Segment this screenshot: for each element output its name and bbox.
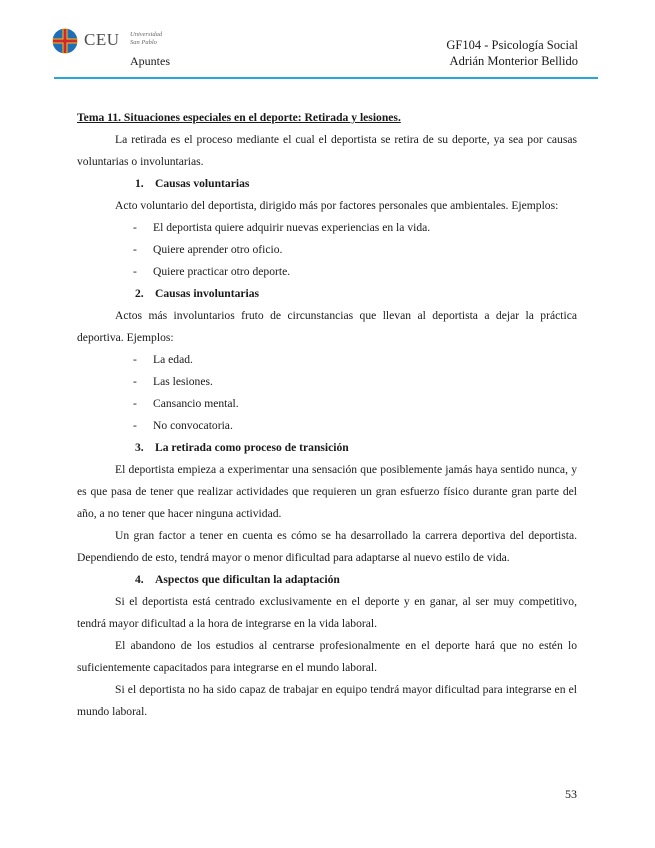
section-4-paragraph-3: Si el deportista no ha sido capaz de trabajar en equipo tendrá mayor dificultad para integrarse en el mundo laboral. <box>77 683 577 718</box>
logo-subtitle-line-1: Universidad <box>130 31 163 38</box>
ceu-logo-icon <box>52 28 78 54</box>
list-item-text: Cansancio mental. <box>153 397 239 410</box>
logo-text: CEU <box>84 30 120 49</box>
list-dash: - <box>133 243 137 256</box>
page-title: Tema 11. Situaciones especiales en el deporte: Retirada y lesiones. <box>77 111 401 124</box>
list-item-text: Las lesiones. <box>153 375 213 388</box>
list-item <box>77 371 577 393</box>
list-item <box>77 349 577 371</box>
list-item-text: La edad. <box>153 353 193 366</box>
section-3-paragraph-2: Un gran factor a tener en cuenta es cómo se ha desarrollado la carrera deportiva del deportista. Dependiendo de esto, tendrá mayor o menor dificultad para adaptarse al nuevo estilo de vida. <box>77 529 577 564</box>
section-heading-text: Causas involuntarias <box>155 287 260 300</box>
list-dash: - <box>133 353 137 366</box>
section-number: 4. <box>135 573 144 586</box>
section-number: 1. <box>135 177 144 190</box>
list-item <box>77 393 577 415</box>
section-4-paragraph-1: Si el deportista está centrado exclusivamente en el deporte y en ganar, al ser muy competitivo, tendrá mayor dificultad a la hora de integrarse en la vida laboral. <box>77 595 577 630</box>
section-2-paragraph: Actos más involuntarios fruto de circunstancias que llevan al deportista a dejar la práctica deportiva. Ejemplos: <box>77 309 577 344</box>
header-course: GF104 - Psicología Social <box>446 38 578 52</box>
list-item-text: Quiere practicar otro deporte. <box>153 265 291 278</box>
section-number: 3. <box>135 441 144 454</box>
section-heading-4 <box>77 569 577 591</box>
section-heading-text: Causas voluntarias <box>155 177 250 190</box>
list-dash: - <box>133 221 137 234</box>
section-heading-text: Aspectos que dificultan la adaptación <box>155 573 340 586</box>
section-number: 2. <box>135 287 144 300</box>
list-dash: - <box>133 265 137 278</box>
list-item <box>77 239 577 261</box>
section-heading-text: La retirada como proceso de transición <box>155 441 349 454</box>
section-3-paragraph-1: El deportista empieza a experimentar una sensación que posiblemente jamás haya sentido nunca, y es que pasa de tener que realizar actividades que requieren un gran esfuerzo físico durante gran parte del año, a no tener que hacer ninguna actividad. <box>77 463 577 520</box>
header-author: Adrián Monterior Bellido <box>449 54 578 68</box>
section-heading-1 <box>77 173 577 195</box>
section-heading-3 <box>77 437 577 459</box>
list-item <box>77 261 577 283</box>
section-4-paragraph-2: El abandono de los estudios al centrarse profesionalmente en el deporte hará que no estén lo suficientemente capacitados para integrarse en el mundo laboral. <box>77 639 577 674</box>
header-section: Apuntes <box>130 54 170 68</box>
list-item-text: No convocatoria. <box>153 419 233 432</box>
list-dash: - <box>133 419 137 432</box>
logo-subtitle <box>130 31 162 47</box>
list-item-text: Quiere aprender otro oficio. <box>153 243 283 256</box>
page-number: 53 <box>565 787 577 801</box>
list-dash: - <box>133 397 137 410</box>
list-item <box>77 415 577 437</box>
intro-paragraph: La retirada es el proceso mediante el cual el deportista se retira de su deporte, ya sea por causas voluntarias o involuntarias. <box>77 133 577 168</box>
section-heading-2 <box>77 283 577 305</box>
header-right <box>446 37 578 69</box>
list-item <box>77 217 577 239</box>
header-divider <box>54 77 598 79</box>
page-content <box>77 107 577 723</box>
list-item-text: El deportista quiere adquirir nuevas experiencias en la vida. <box>153 221 431 234</box>
logo-subtitle-line-2: San Pablo <box>130 39 157 46</box>
list-dash: - <box>133 375 137 388</box>
section-1-paragraph: Acto voluntario del deportista, dirigido más por factores personales que ambientales. Ejemplos: <box>115 199 559 212</box>
